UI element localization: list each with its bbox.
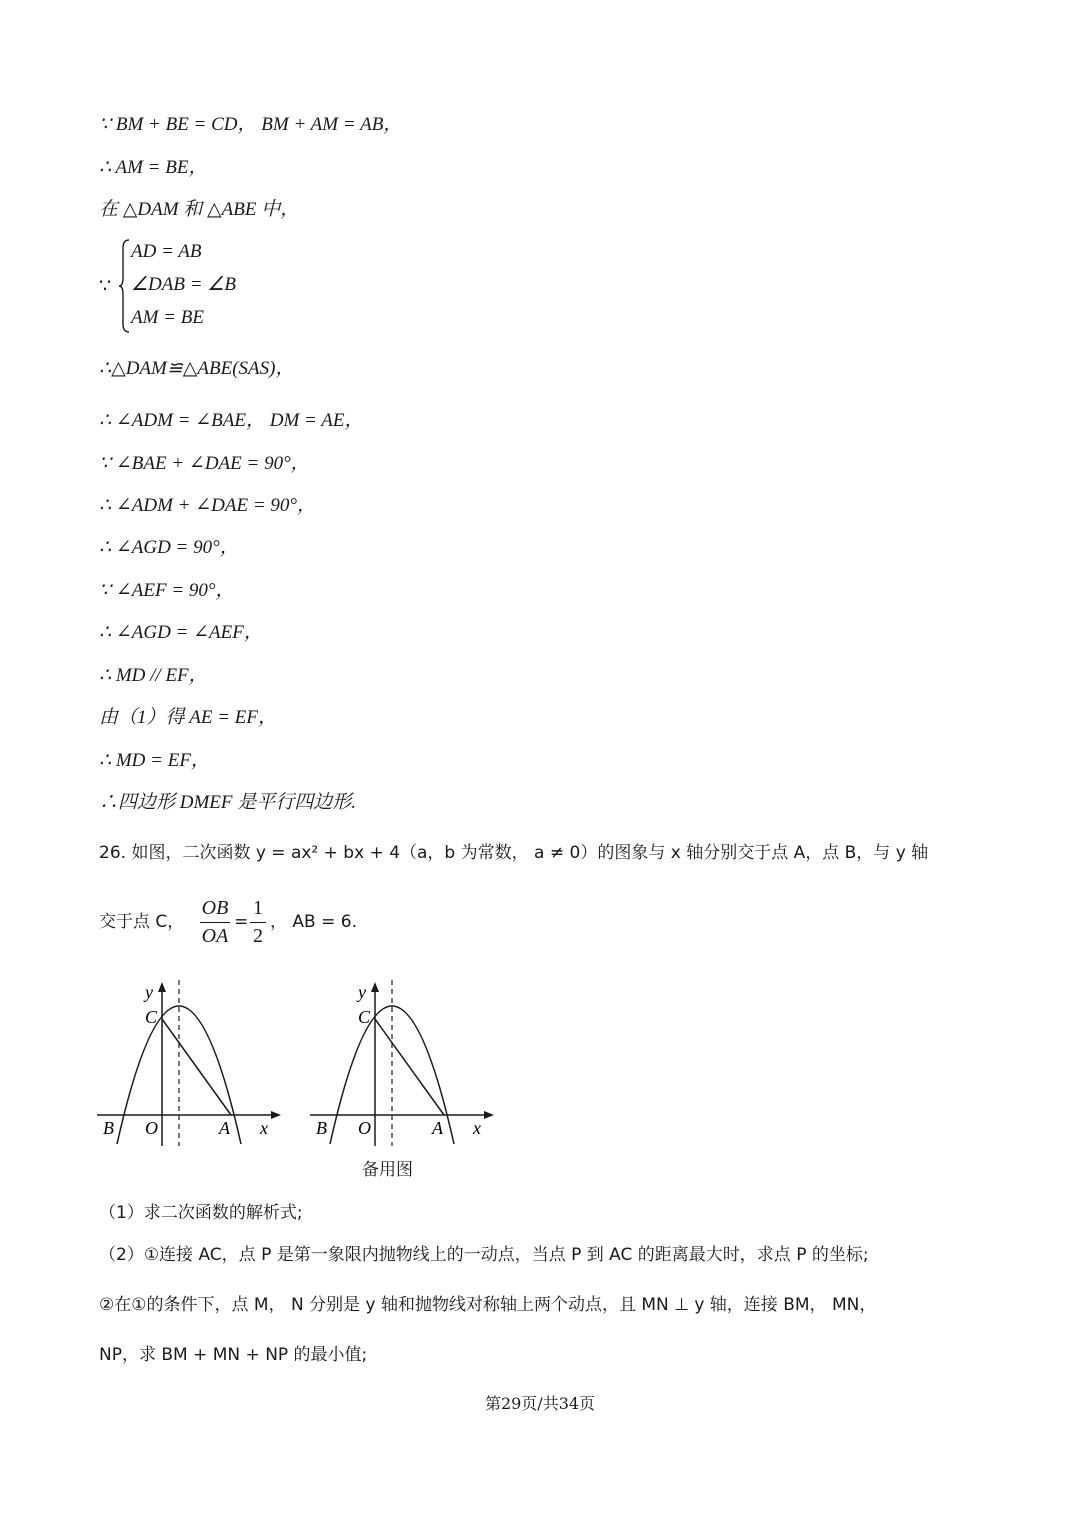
point-a-label: A bbox=[219, 1118, 230, 1138]
question-2-part-1: （2）①连接 AC，点 P 是第一象限内抛物线上的一动点，当点 P 到 AC 的距离最大时，求点 P 的坐标; bbox=[99, 1245, 869, 1265]
parabola-graph-main bbox=[95, 978, 285, 1153]
because-symbol: ∵ bbox=[99, 275, 112, 297]
fraction-bar bbox=[200, 922, 230, 923]
page-footer: 第29页/共34页 bbox=[484, 1394, 596, 1413]
solution-line-4: ∴△DAM≌△ABE(SAS)， bbox=[99, 358, 295, 379]
solution-line-6: ∵ ∠BAE + ∠DAE = 90°， bbox=[99, 453, 310, 474]
point-c-label: C bbox=[145, 1007, 158, 1027]
question-2-part-2-cont: NP，求 BM + MN + NP 的最小值; bbox=[99, 1345, 368, 1365]
case-line-3: AM = BE bbox=[131, 307, 204, 328]
half-bar bbox=[250, 922, 266, 923]
equals-sign: = bbox=[234, 912, 249, 932]
solution-line-10: ∴ ∠AGD = ∠AEF， bbox=[99, 622, 263, 643]
solution-line-5: ∴ ∠ADM = ∠BAE， DM = AE， bbox=[99, 410, 364, 431]
solution-line-11: ∴ MD // EF， bbox=[99, 665, 208, 686]
question-1: （1）求二次函数的解析式; bbox=[99, 1203, 303, 1223]
problem-statement-line-2-prefix: 交于点 C， bbox=[99, 912, 185, 932]
solution-line-13: ∴ MD = EF， bbox=[99, 750, 210, 771]
problem-statement-line-1: 26. 如图，二次函数 y = ax² + bx + 4（a，b 为常数， a ≠ 0）的图象与 x 轴分别交于点 A，点 B，与 y 轴 bbox=[99, 843, 929, 863]
point-b-label: B bbox=[103, 1118, 114, 1138]
origin-label: O bbox=[145, 1118, 158, 1138]
solution-line-2: ∴ AM = BE， bbox=[99, 157, 208, 178]
y-axis-label: y bbox=[145, 982, 153, 1002]
ratio-fraction bbox=[200, 897, 230, 948]
point-b-label: B bbox=[316, 1118, 327, 1138]
congruence-system bbox=[99, 236, 399, 336]
x-axis-label: x bbox=[473, 1118, 481, 1138]
solution-line-12: 由（1）得 AE = EF， bbox=[99, 707, 277, 728]
x-axis-label: x bbox=[260, 1118, 268, 1138]
solution-line-7: ∴ ∠ADM + ∠DAE = 90°， bbox=[99, 495, 317, 516]
point-a-label: A bbox=[432, 1118, 443, 1138]
half-numerator: 1 bbox=[253, 897, 263, 919]
solution-line-8: ∴ ∠AGD = 90°， bbox=[99, 537, 239, 558]
problem-statement-line-2-suffix: ， AB = 6. bbox=[270, 912, 357, 932]
point-c-label: C bbox=[358, 1007, 371, 1027]
solution-line-3: 在 △DAM 和 △ABE 中， bbox=[99, 199, 300, 220]
parabola-graph-spare bbox=[308, 978, 498, 1153]
solution-line-9: ∵ ∠AEF = 90°， bbox=[99, 580, 235, 601]
solution-line-14: ∴四边形 DMEF 是平行四边形. bbox=[99, 792, 357, 813]
y-axis-label: y bbox=[358, 982, 366, 1002]
question-2-part-2: ②在①的条件下，点 M， N 分别是 y 轴和抛物线对称轴上两个动点，且 MN ⊥ y 轴，连接 BM， MN， bbox=[99, 1295, 877, 1315]
case-line-2: ∠DAB = ∠B bbox=[131, 274, 236, 295]
half-denominator: 2 bbox=[253, 925, 263, 947]
half-fraction bbox=[250, 897, 266, 948]
origin-label: O bbox=[358, 1118, 371, 1138]
left-brace-icon bbox=[119, 238, 131, 334]
fraction-denominator: OA bbox=[201, 925, 229, 947]
fraction-numerator: OB bbox=[201, 897, 229, 919]
solution-line-1: ∵ BM + BE = CD， BM + AM = AB， bbox=[99, 114, 403, 135]
case-line-1: AD = AB bbox=[131, 241, 202, 262]
spare-graph-caption: 备用图 bbox=[362, 1160, 413, 1180]
